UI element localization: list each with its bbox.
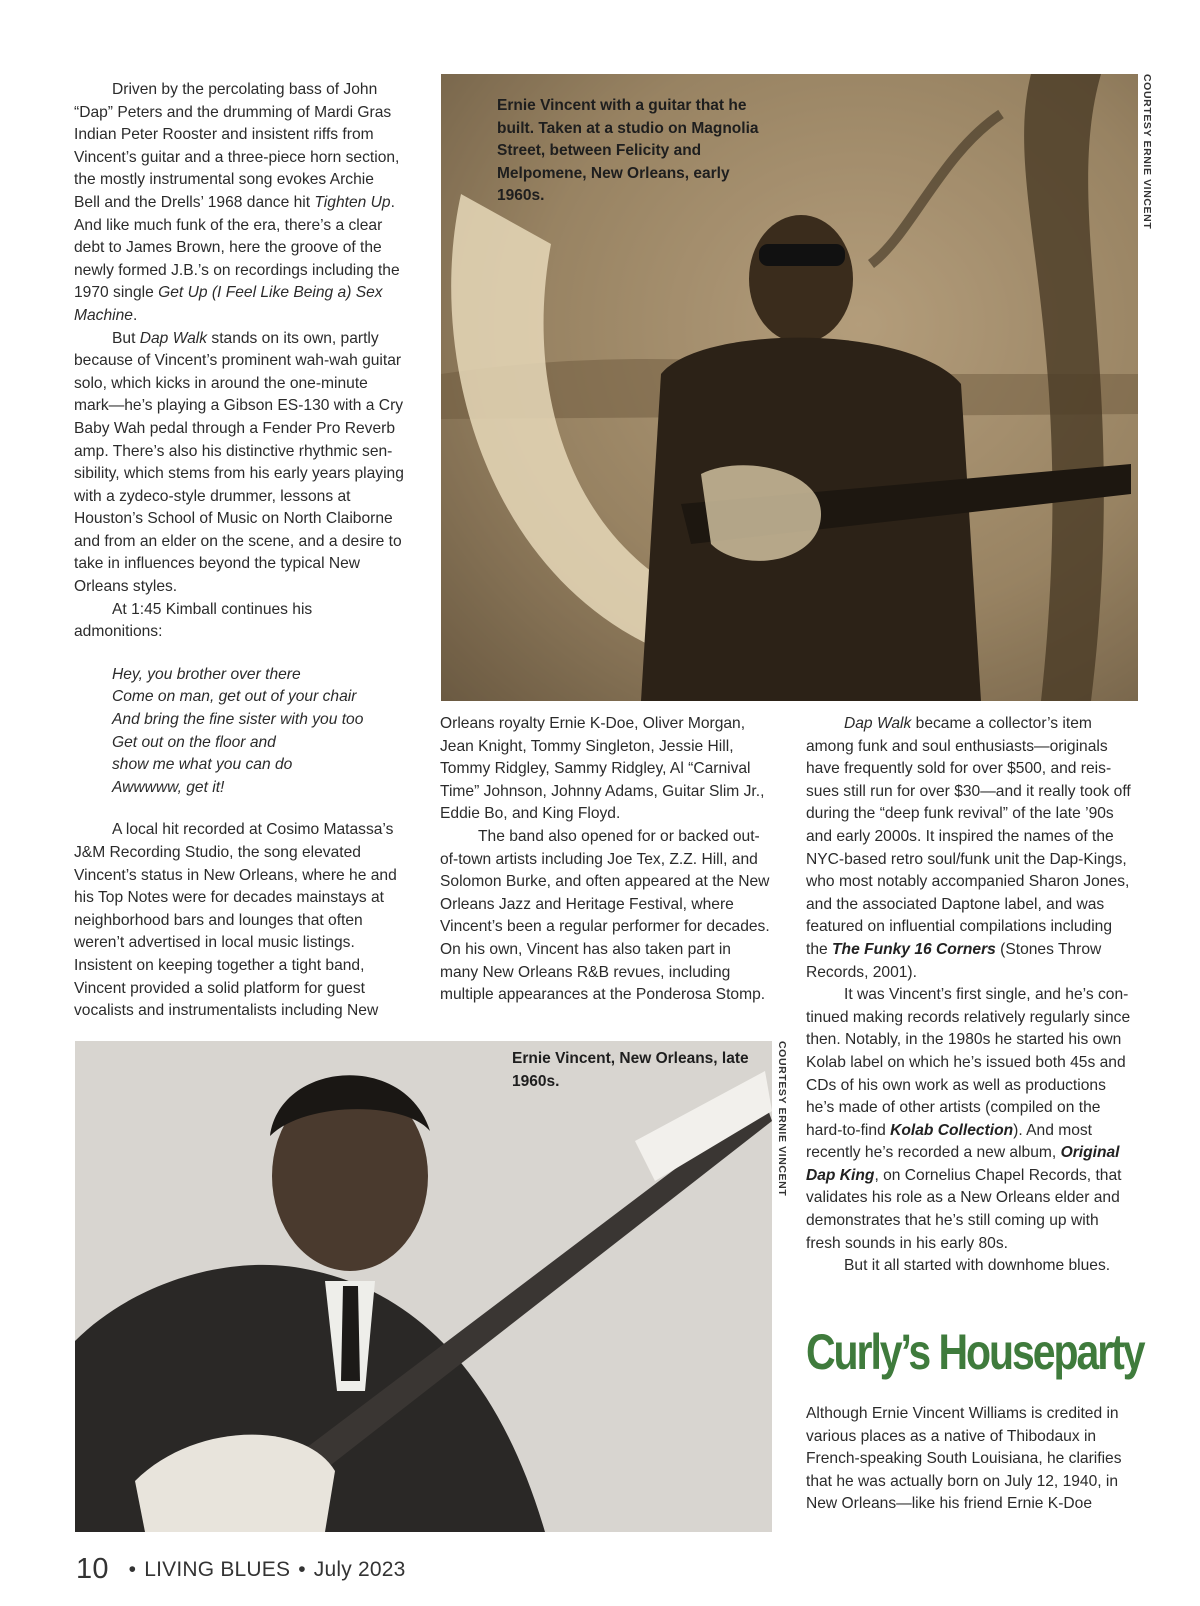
lyrics-verse <box>112 664 404 800</box>
paragraph: A local hit recorded at Cosimo Matassa’s J&M Recording Studio, the song elevated Vincent’s status in New Orleans, where he and his Top Notes were for decades mainstays at neighborhood bars and lounges that often weren’t advertised in local music listings. Insistent on keeping together a tight band, Vincent provided a solid platform for guest vocalists and instrumentalists including New <box>74 821 397 1020</box>
paragraph: But Dap Walk stands on its own, partly because of Vincent’s prominent wah-wah guitar solo, which kicks in around the one-minute mark—he’s playing a Gibson ES-130 with a Cry Baby Wah pedal through a Fender Pro Reverb amp. There’s also his distinctive rhythmic sensibility, which stems from his early years playing with a zydeco-style drummer, lessons at Houston’s School of Music on North Claiborne and from an elder on the scene, and a desire to take in influences beyond the typical New Orleans styles. <box>74 329 404 596</box>
verse-line: Come on man, get out of your chair <box>112 688 357 706</box>
photo-credit: COURTESY ERNIE VINCENT <box>776 1041 788 1197</box>
magazine-name: LIVING BLUES <box>144 1558 291 1581</box>
paragraph: At 1:45 Kimball continues his admonitions: <box>74 600 313 641</box>
verse-line: show me what you can do <box>112 756 293 774</box>
page-footer <box>76 1553 405 1586</box>
middle-text-column <box>440 713 770 1007</box>
verse-line: Awwwww, get it! <box>112 778 225 796</box>
issue-date: July 2023 <box>313 1558 406 1581</box>
verse-line: And bring the fine sister with you too <box>112 711 364 729</box>
verse-line: Get out on the floor and <box>112 733 276 751</box>
right-text-column <box>806 713 1136 1278</box>
paragraph: Dap Walk became a collector’s item among funk and soul enthusiasts—originals have frequently sold for over $500, and reissues still run for over $30—and it really took off during the “deep funk revival” of the late ’90s and early 2000s. It inspired the names of the NYC-based retro soul/funk unit the Dap-Kings, who most notably accompanied Sharon Jones, and the associated Daptone label, and was featured on influential compilations including the The Funky 16 Corners (Stones Throw Records, 2001). <box>806 715 1131 981</box>
photo-ernie-vincent-guitar <box>75 1041 772 1532</box>
photo-caption: Ernie Vincent with a guitar that he built. Taken at a studio on Magnolia Street, between Felicity and Melpomene, New Orleans, early 1960s. <box>497 97 759 204</box>
paragraph: But it all started with downhome blues. <box>844 1257 1111 1275</box>
photo-ernie-vincent-moon <box>441 74 1138 701</box>
paragraph: Driven by the percolating bass of John “Dap” Peters and the drumming of Mardi Gras Indian Peter Rooster and insistent riffs from Vincent’s guitar and a three-piece horn section, the mostly instrumental song evokes Archie Bell and the Drells’ 1968 dance hit Tighten Up. And like much funk of the era, there’s a clear debt to James Brown, here the groove of the newly formed J.B.’s on recordings including the 1970 single Get Up (I Feel Like Being a) Sex Machine. <box>74 81 400 324</box>
paragraph: It was Vincent’s first single, and he’s continued making records relatively regularly since then. Notably, in the 1980s he started his own Kolab label on which he’s issued both 45s and CDs of his own work as well as productions he’s made of other artists (compiled on the hard-to-find Kolab Collection). And most recently he’s recorded a new album, Original Dap King, on Cornelius Chapel Records, that validates his role as a New Orleans elder and demonstrates that he’s still coming up with fresh sounds in his early 80s. <box>806 986 1131 1252</box>
paragraph: The band also opened for or backed out-of-town artists including Joe Tex, Z.Z. Hill, and Solomon Burke, and often appeared at the New Orleans Jazz and Heritage Festival, where Vincent’s been a regular performer for decades. On his own, Vincent has also taken part in many New Orleans R&B revues, including multiple appearances at the Ponderosa Stomp. <box>440 827 770 1004</box>
bw-photo-illustration <box>75 1041 772 1532</box>
photo-credit: COURTESY ERNIE VINCENT <box>1141 74 1153 230</box>
section-heading: Curly’s Houseparty <box>806 1324 1144 1380</box>
paragraph: Although Ernie Vincent Williams is credited in various places as a native of Thibodaux in French-speaking South Louisiana, he clarifies that he was actually born on July 12, 1940, in New Orleans—like his friend Ernie K-Doe <box>806 1405 1122 1513</box>
photo-caption: Ernie Vincent, New Orleans, late 1960s. <box>512 1050 749 1090</box>
page-number: 10 <box>76 1553 109 1585</box>
verse-line: Hey, you brother over there <box>112 665 301 683</box>
separator: • <box>298 1558 306 1581</box>
left-text-column <box>74 79 404 1023</box>
right-text-column-continued <box>806 1403 1136 1516</box>
paragraph: Orleans royalty Ernie K-Doe, Oliver Morgan, Jean Knight, Tommy Singleton, Jessie Hill, Tommy Ridgley, Sammy Ridgley, Al “Carnival Time” Johnson, Johnny Adams, Guitar Slim Jr., Eddie Bo, and King Floyd. <box>440 715 765 823</box>
separator: • <box>128 1558 137 1581</box>
